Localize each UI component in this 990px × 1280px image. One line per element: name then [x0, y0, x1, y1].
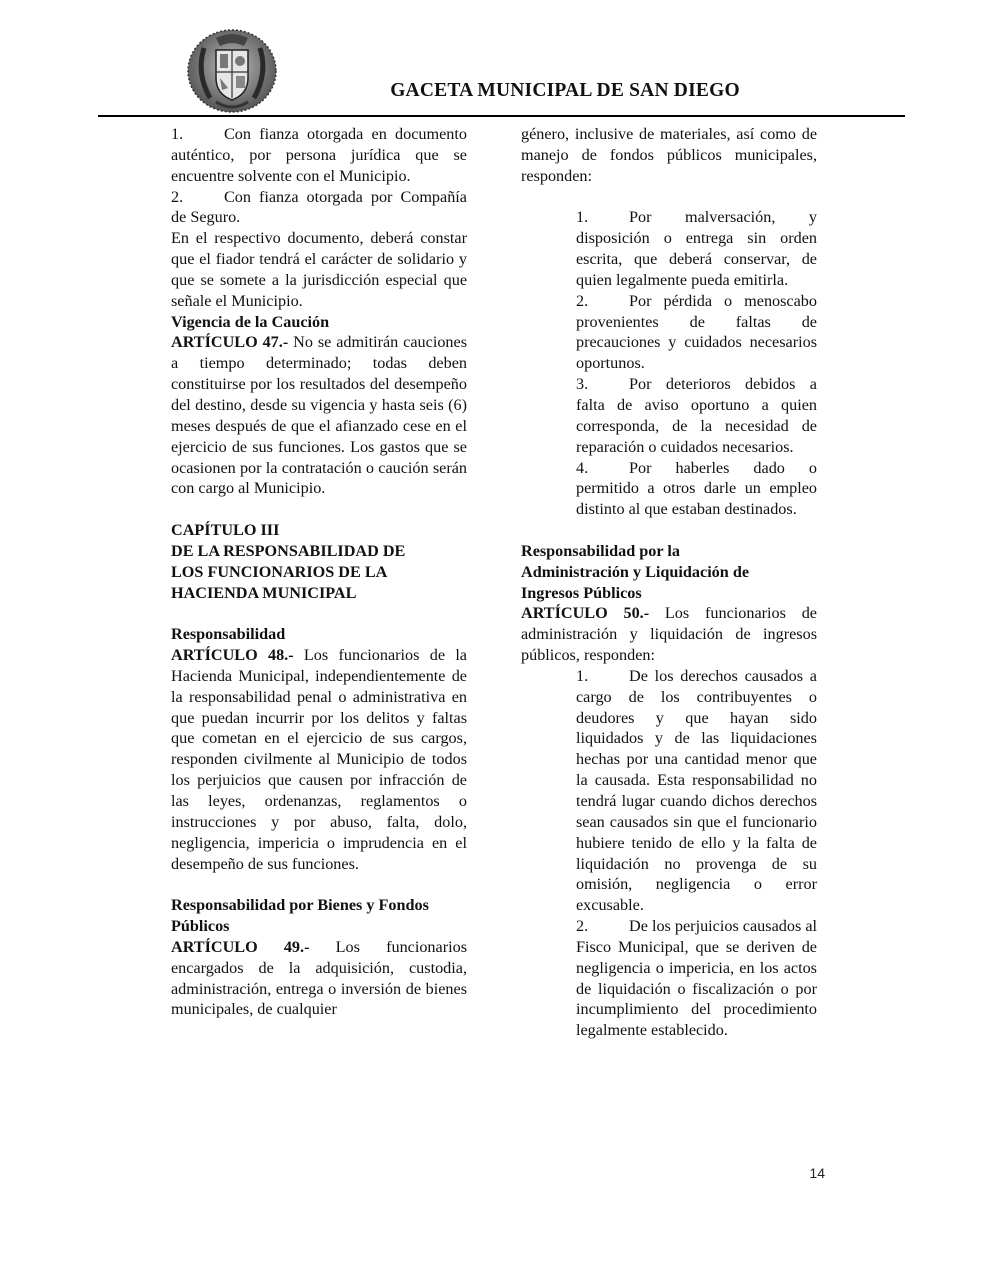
article-47: ARTÍCULO 47.- No se admitirán cauciones a tiempo determinado; todas deben constituirse por los resultados del desempeño del destino, desde su vigencia y hasta seis (6) meses después de que el afianzado cese en el ejercicio de sus funciones. Los gastos que se ocasionen por la contratación o caución serán con cargo al Municipio.: [171, 333, 467, 498]
right-column: [521, 124, 817, 1041]
chapter-subtitle: DE LA RESPONSABILIDAD DE: [171, 541, 406, 560]
municipal-coat-of-arms-icon: [186, 28, 278, 114]
left-column: [171, 124, 467, 1020]
list-item: 2. Con fianza otorgada por Compañía de Seguro.: [171, 187, 467, 227]
article-label: ARTÍCULO 47.-: [171, 333, 289, 352]
section-heading: Responsabilidad: [171, 625, 286, 644]
gazette-title: GACETA MUNICIPAL DE SAN DIEGO: [390, 80, 740, 101]
list-item: 3. Por deterioros debidos a falta de aviso oportuno a quien corresponda, de la necesidad de reparación o cuidados necesarios.: [576, 375, 817, 456]
section-heading: Administración y Liquidación de: [521, 562, 750, 581]
article-50: ARTÍCULO 50.- Los funcionarios de administración y liquidación de ingresos públicos, responden:: [521, 604, 817, 665]
list-item: 4. Por haberles dado o permitido a otros darle un empleo distinto al que estaban destinados.: [576, 458, 817, 519]
section-heading: Públicos: [171, 917, 230, 936]
list-item: 2. Por pérdida o menoscabo provenientes de faltas de precauciones y cuidados necesarios oportunos.: [576, 291, 817, 373]
article-49: ARTÍCULO 49.- Los funcionarios encargados de la adquisición, custodia, administración, entrega o inversión de bienes municipales, de cualquier: [171, 937, 467, 1019]
paragraph: género, inclusive de materiales, así como de manejo de fondos públicos municipales, responden:: [521, 125, 817, 185]
section-heading: Vigencia de la Caución: [171, 312, 330, 331]
section-heading: Responsabilidad por Bienes y Fondos: [171, 896, 429, 915]
list-item: 1. Con fianza otorgada en documento auténtico, por persona jurídica que se encuentre solvente con el Municipio.: [171, 125, 467, 185]
chapter-subtitle: HACIENDA MUNICIPAL: [171, 583, 357, 602]
page-number: 14: [809, 1165, 825, 1181]
header-divider: [98, 115, 905, 117]
paragraph: En el respectivo documento, deberá constar que el fiador tendrá el carácter de solidario y que se somete a la jurisdicción especial que señale el Municipio.: [171, 229, 467, 310]
article-label: ARTÍCULO 48.-: [171, 646, 294, 665]
list-item: 2. De los perjuicios causados al Fisco Municipal, que se deriven de negligencia o impericia, en los actos de liquidación o fiscalización o por incumplimiento del procedimiento legalmente establecido.: [576, 917, 817, 1040]
section-heading: Responsabilidad por la: [521, 541, 680, 560]
chapter-title: CAPÍTULO III: [171, 521, 280, 540]
list-item: 1. De los derechos causados a cargo de los contribuyentes o deudores y que hayan sido liquidados y de las liquidaciones hechas por una cantidad menor que la causada. Esta responsabilidad no tendrá lugar cuando dichos derechos sean causados sin que el funcionario hubiere tenido de ello y la falta de liquidación no provenga de su omisión, negligencia o error excusable.: [576, 666, 817, 915]
list-item: 1. Por malversación, y disposición o entrega sin orden escrita, que deberá conservar, de quien legalmente pueda emitirla.: [576, 208, 817, 289]
article-48: ARTÍCULO 48.- Los funcionarios de la Hacienda Municipal, independientemente de la responsabilidad penal o administrativa en que puedan incurrir por los delitos y faltas que cometan en el ejercicio de sus cargos, responden civilmente al Municipio de todos los perjuicios que causen por infracción de las leyes, ordenanzas, reglamentos o instrucciones y por abuso, falta, dolo, negligencia, impericia o imprudencia en el desempeño de sus funciones.: [171, 646, 467, 873]
article-label: ARTÍCULO 49.-: [171, 937, 310, 956]
chapter-subtitle: LOS FUNCIONARIOS DE LA: [171, 562, 388, 581]
article-label: ARTÍCULO 50.-: [521, 604, 650, 623]
section-heading: Ingresos Públicos: [521, 583, 642, 602]
